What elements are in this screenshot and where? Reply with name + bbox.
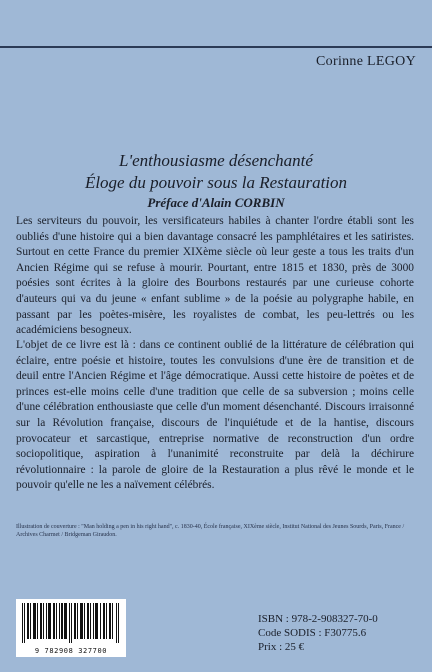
summary-paragraph-2: L'objet de ce livre est là : dans ce continent oublié de la littérature de célébration qui éclaire, entre poésie et histoire, toutes les convulsions d'une ère de transition et de deuil entre l'Ancien Régime et l'âge démocratique. Aussi cette histoire de poètes et de princes est-elle moins celle d'une tradition que celle de sa subversion ; moins celle d'une célébration enthousiaste que celle d'un moment désenchanté. Discours irraisonné sur la Révolution française, discours de l'inquiétude et de la hantise, discours provocateur et sarcastique, entreprise normative de reconstruction d'un ordre sociopolitique, aspiration à l'unanimité reconstruite par delà la déchirure révolutionnaire : la parole de gloire de la Restauration a plus rêvé le monde et le pouvoir qu'elle ne les a naïvement célébrés. [16,339,414,492]
isbn-block [258,612,378,654]
summary-paragraph-1: Les serviteurs du pouvoir, les versificateurs habiles à chanter l'ordre établi sont les oubliés d'une histoire qui a bien davantage consacré les pamphlétaires et les satiristes. Surtout en cette France du premier XIXème siècle où leur geste a tous les traits d'un Ancien Régime qui se refuse à mourir. Pourtant, entre 1815 et 1830, près de 3000 poésies sont écrites à la gloire des Bourbons restaurés par une curieuse cohorte d'auteurs qui va du jeune « enfant sublime » de la poésie au polygraphe habile, en passant par les poètes-misère, les royalistes de combat, les peu-lettrés ou les académiciens besogneux. [16,215,414,337]
barcode-number: 9 782908 327700 [34,647,108,655]
barcode [16,599,126,657]
title-line-1: L'enthousiasme désenchanté [119,151,313,170]
code-sodis-line: Code SODIS : F30775.6 [258,627,367,639]
preface-credit: Préface d'Alain CORBIN [147,195,285,210]
illustration-credit: Illustration de couverture : "Man holding a pen in his right hand", c. 1830-40, École française, XIXème siècle, Institut National des Jeunes Sourds, Paris, France / Archives Charmet / Bridgeman Giraudon. [16,524,405,538]
author-name: Corinne LEGOY [316,54,416,69]
isbn-line: ISBN : 978-2-908327-70-0 [258,613,378,625]
title-line-2: Éloge du pouvoir sous la Restauration [84,173,348,192]
price-line: Prix : 25 € [258,641,305,653]
barcode-bars-icon [22,603,120,643]
book-title [0,150,432,194]
top-rule [0,46,432,48]
